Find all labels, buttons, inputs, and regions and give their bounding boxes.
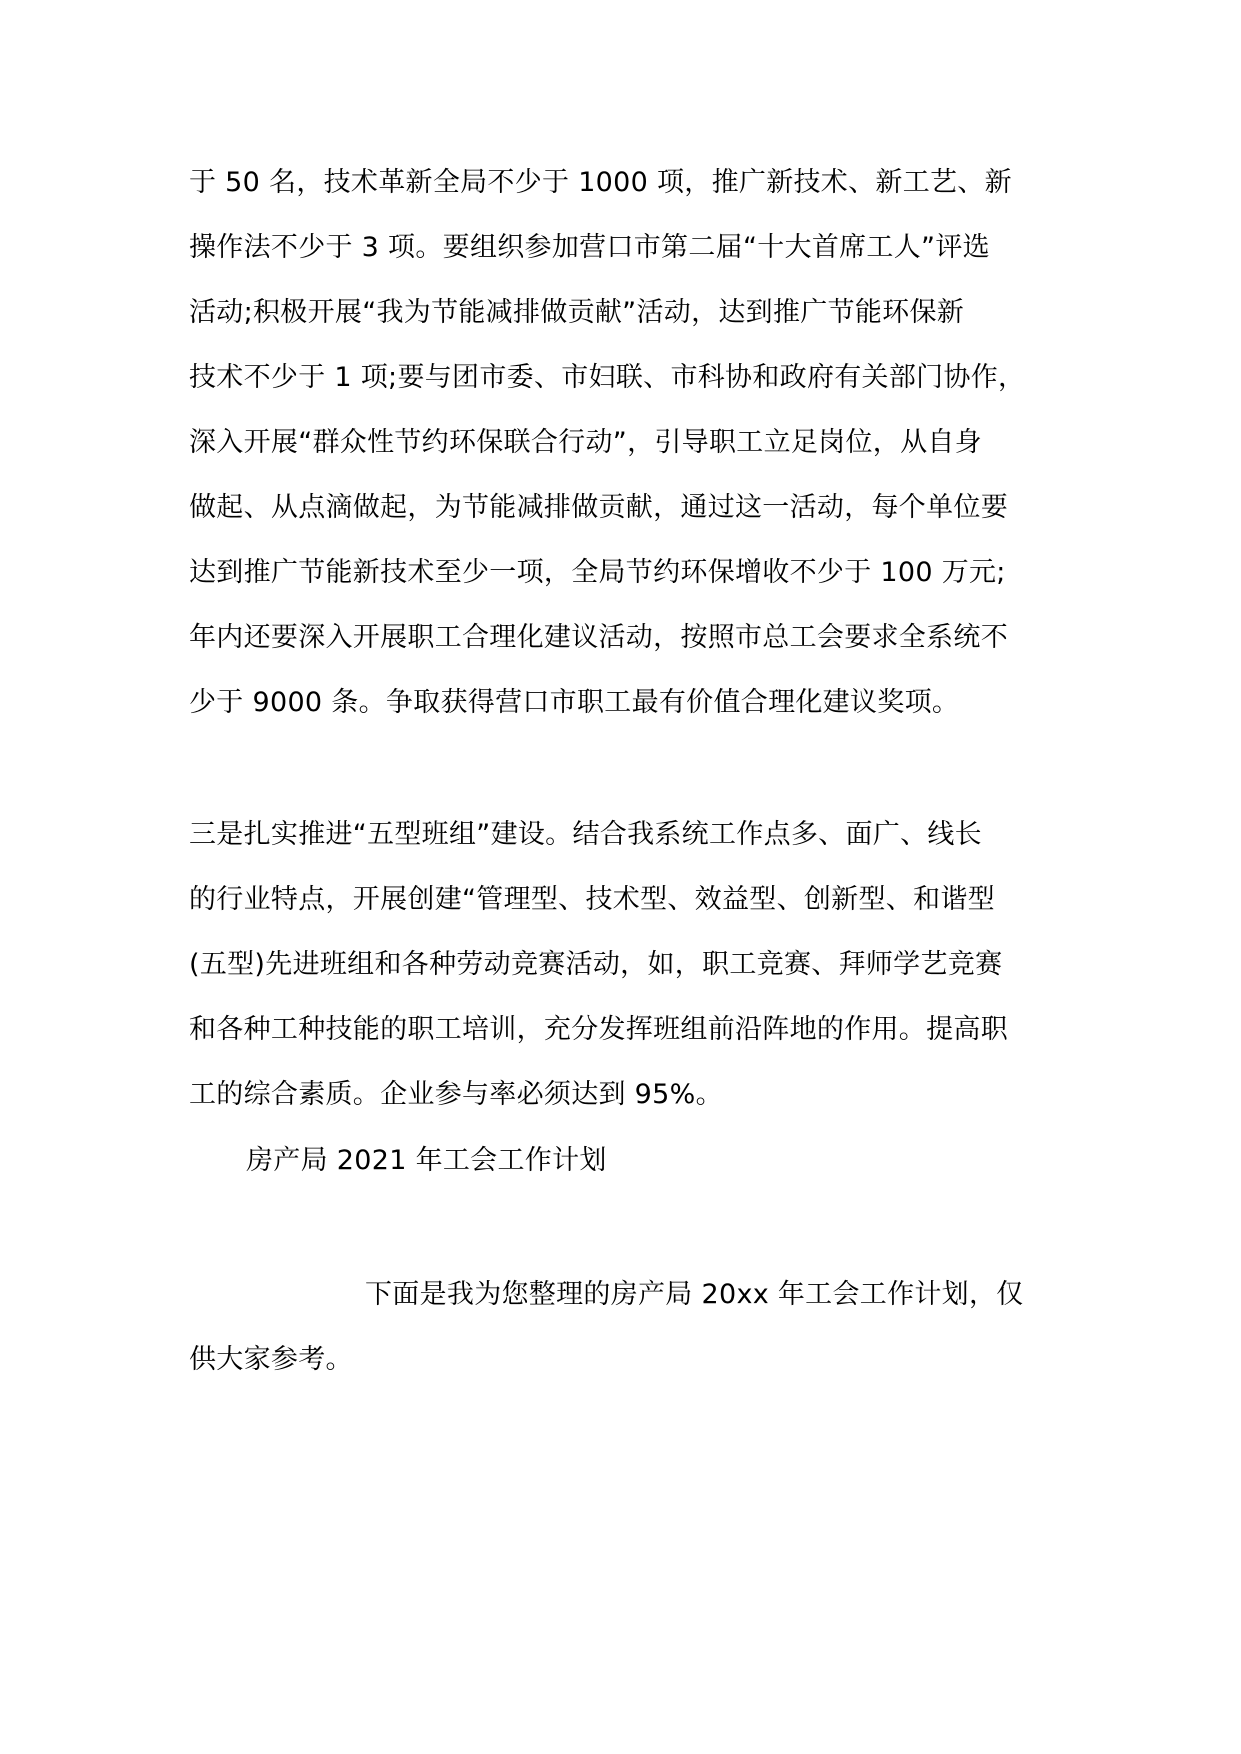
text-line: 的行业特点，开展创建“管理型、技术型、效益型、创新型、和谐型 xyxy=(189,884,995,915)
text-line: 少于 9000 条。争取获得营口市职工最有价值合理化建议奖项。 xyxy=(189,687,960,718)
text-line: 供大家参考。 xyxy=(189,1344,353,1375)
paragraph-team-building xyxy=(189,802,1069,1127)
text-line: 工的综合素质。企业参与率必须达到 95%。 xyxy=(189,1079,723,1110)
text-line: 达到推广节能新技术至少一项，全局节约环保增收不少于 100 万元; xyxy=(189,557,1006,588)
text-line: 和各种工种技能的职工培训，充分发挥班组前沿阵地的作用。提高职 xyxy=(189,1014,1008,1045)
paragraph-intro xyxy=(189,1262,1069,1392)
text-line: 年内还要深入开展职工合理化建议活动，按照市总工会要求全系统不 xyxy=(189,622,1008,653)
text-line: 做起、从点滴做起，为节能减排做贡献，通过这一活动，每个单位要 xyxy=(189,492,1008,523)
text-line: 技术不少于 1 项;要与团市委、市妇联、市科协和政府有关部门协作， xyxy=(189,362,1026,393)
text-line: 活动;积极开展“我为节能减排做贡献”活动，达到推广节能环保新 xyxy=(189,297,965,328)
document-title xyxy=(246,1128,1126,1193)
text-line: (五型)先进班组和各种劳动竞赛活动，如，职工竞赛、拜师学艺竞赛 xyxy=(189,949,1003,980)
text-line: 三是扎实推进“五型班组”建设。结合我系统工作点多、面广、线长 xyxy=(189,819,982,850)
paragraph-competitions xyxy=(189,150,1069,735)
text-line: 操作法不少于 3 项。要组织参加营口市第二届“十大首席工人”评选 xyxy=(189,232,990,263)
text-line: 于 50 名，技术革新全局不少于 1000 项，推广新技术、新工艺、新 xyxy=(189,167,1012,198)
text-line: 深入开展“群众性节约环保联合行动”，引导职工立足岗位，从自身 xyxy=(189,427,982,458)
title-text: 房产局 2021 年工会工作计划 xyxy=(246,1145,607,1176)
text-line: 下面是我为您整理的房产局 20xx 年工会工作计划，仅 xyxy=(365,1279,1024,1310)
